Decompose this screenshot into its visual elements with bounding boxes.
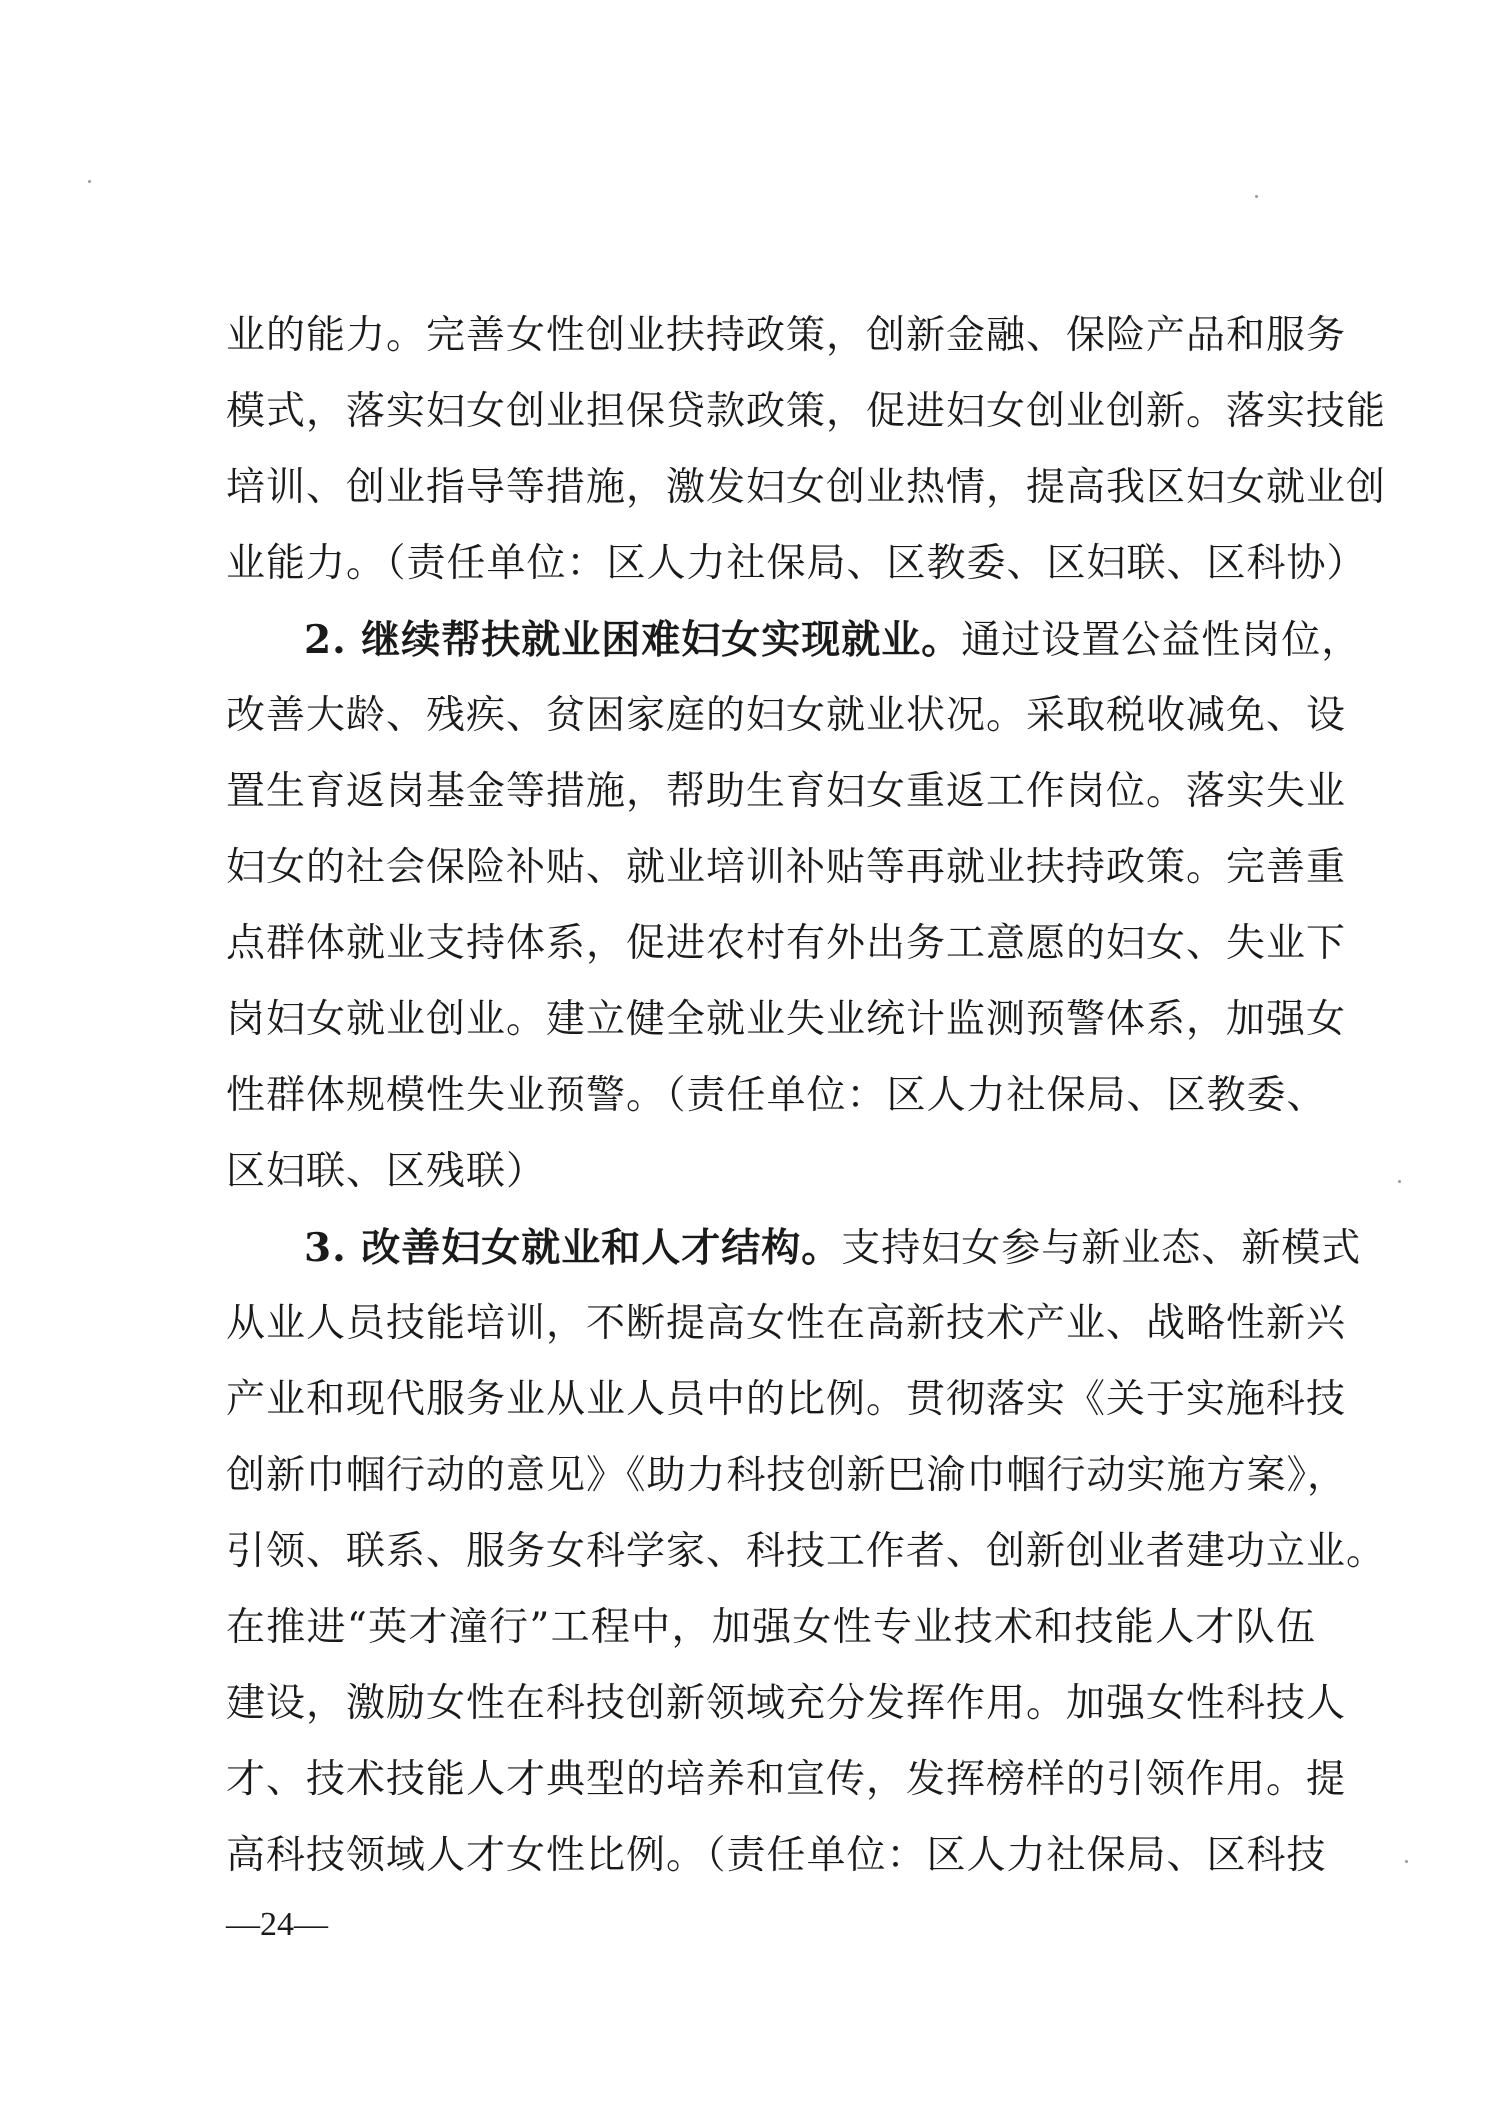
text-line: 业能力。（责任单位：区人力社保局、区教委、区妇联、区科协） (226, 541, 1367, 586)
text-line: 置生育返岗基金等措施，帮助生育妇女重返工作岗位。落实失业 (226, 769, 1347, 814)
text-line: 产业和现代服务业从业人员中的比例。贯彻落实《关于实施科技 (226, 1377, 1347, 1422)
text-line: 培训、创业指导等措施，激发妇女创业热情，提高我区妇女就业创 (226, 465, 1387, 510)
text-line: 妇女的社会保险补贴、就业培训补贴等再就业扶持政策。完善重 (226, 845, 1347, 890)
scan-speck (1405, 1860, 1408, 1863)
section-heading-3: 3. 改善妇女就业和人才结构。 (304, 1225, 842, 1271)
text-line: 从业人员技能培训，不断提高女性在高新技术产业、战略性新兴 (226, 1301, 1347, 1346)
text-line: 性群体规模性失业预警。（责任单位：区人力社保局、区教委、 (226, 1073, 1327, 1118)
text-line: 模式，落实妇女创业担保贷款政策，促进妇女创业创新。落实技能 (226, 389, 1387, 434)
paragraph-2-first-line (304, 608, 1362, 672)
text-line: 高科技领域人才女性比例。（责任单位：区人力社保局、区科技 (226, 1833, 1327, 1878)
page-number: —24— (226, 1906, 328, 1943)
scan-speck (88, 180, 91, 183)
text-segment: 支持妇女参与新业态、新模式 (841, 1226, 1362, 1271)
scan-speck (1398, 1180, 1401, 1183)
text-line: 在推进“英才潼行”工程中，加强女性专业技术和技能人才队伍 (226, 1605, 1316, 1650)
text-line: 点群体就业支持体系，促进农村有外出务工意愿的妇女、失业下 (226, 921, 1347, 966)
text-line: 建设，激励女性在科技创新领域充分发挥作用。加强女性科技人 (226, 1681, 1347, 1726)
text-line: 区妇联、区残联） (226, 1149, 547, 1194)
text-segment: 通过设置公益性岗位， (961, 618, 1362, 663)
text-line: 才、技术技能人才典型的培养和宣传，发挥榜样的引领作用。提 (226, 1757, 1347, 1802)
text-line: 引领、联系、服务女科学家、科技工作者、创新创业者建功立业。 (226, 1529, 1387, 1574)
text-line: 创新巾帼行动的意见》《助力科技创新巴渝巾帼行动实施方案》， (226, 1453, 1348, 1498)
text-line: 改善大龄、残疾、贫困家庭的妇女就业状况。采取税收减免、设 (226, 693, 1347, 738)
text-line: 岗妇女就业创业。建立健全就业失业统计监测预警体系，加强女 (226, 997, 1347, 1042)
section-heading-2: 2. 继续帮扶就业困难妇女实现就业。 (304, 617, 962, 663)
paragraph-3-first-line (304, 1216, 1362, 1280)
text-line: 业的能力。完善女性创业扶持政策，创新金融、保险产品和服务 (226, 313, 1347, 358)
scan-speck (1255, 195, 1258, 198)
